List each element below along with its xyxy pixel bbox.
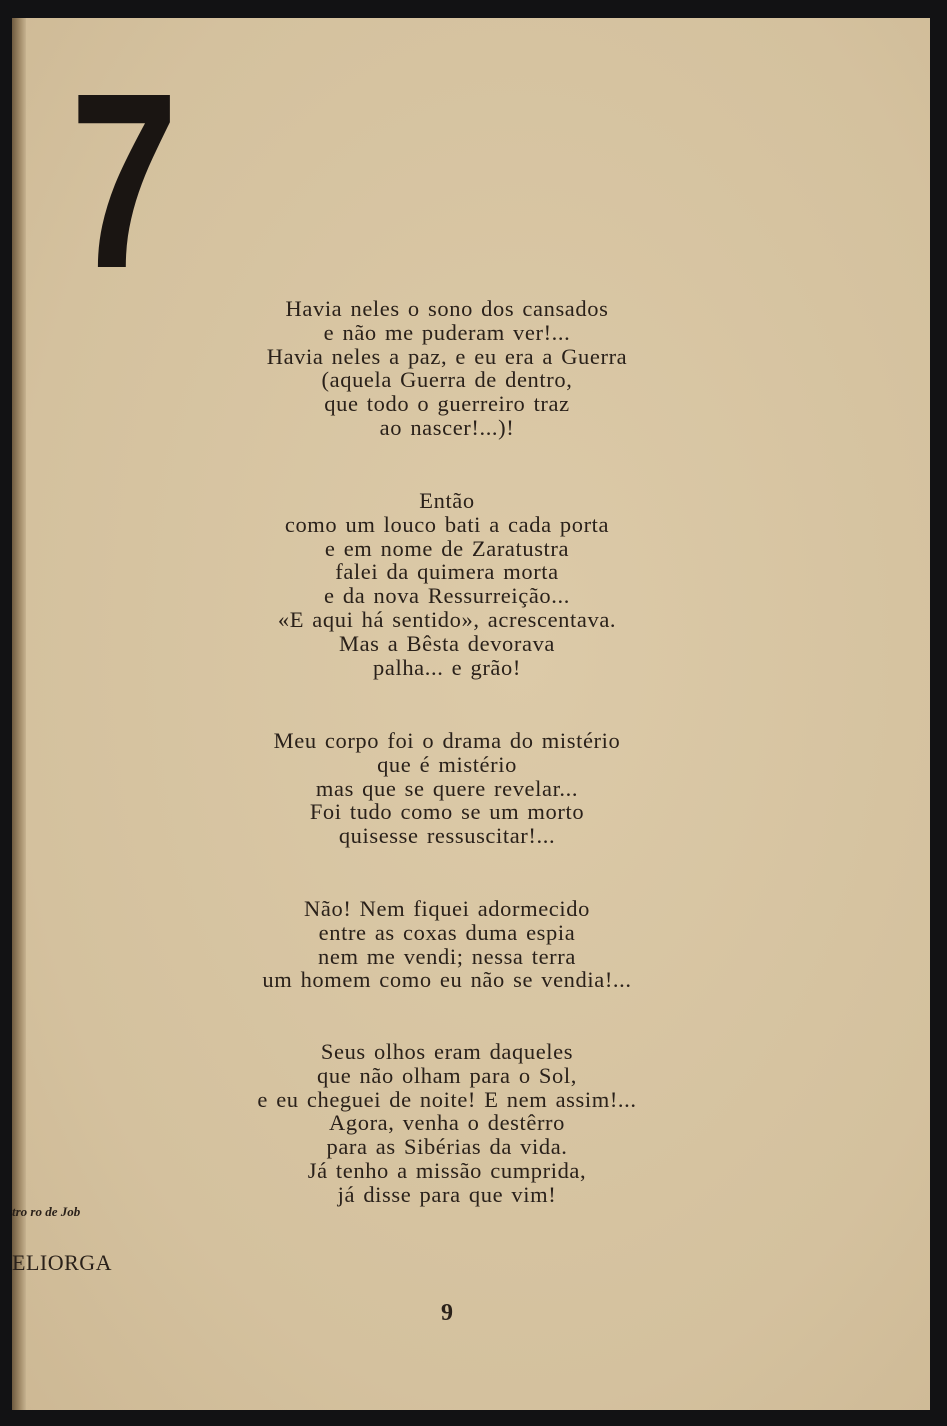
poem-line: falei da quimera morta	[335, 559, 559, 585]
chapter-number: 7	[70, 41, 179, 320]
poem-line: entre as coxas duma espia	[318, 919, 576, 945]
poem-line: como um louco bati a cada porta	[284, 511, 610, 537]
poem-line: nem me vendi; nessa terra	[318, 943, 576, 969]
poem-line: Seus olhos eram daqueles	[320, 1039, 574, 1064]
poem-line: e eu cheguei de noite! E nem assim!...	[257, 1086, 637, 1112]
poem-stanza-2	[12, 489, 882, 679]
poem-stanza-3	[12, 729, 882, 848]
poem-line: e da nova Ressurreição...	[324, 583, 570, 609]
margin-note-italic: tro ro de Job	[12, 1204, 81, 1219]
poem-line: Havia neles a paz, e eu era a Guerra	[266, 343, 628, 369]
poem-line: e não me puderam ver!...	[323, 319, 571, 345]
poem-line: Agora, venha o destêrro	[329, 1110, 565, 1136]
poem-line: mas que se quere revelar...	[315, 775, 579, 801]
poem-line: que não olham para o Sol,	[317, 1062, 577, 1088]
poem-line: para as Sibérias da vida.	[326, 1134, 568, 1160]
poem-line: Foi tudo como se um morto	[309, 799, 585, 825]
poem-line: e em nome de Zaratustra	[324, 535, 570, 561]
poem-line: um homem como eu não se vendia!...	[262, 967, 632, 993]
poem-line: que é mistério	[377, 751, 517, 777]
book-page	[12, 18, 930, 1410]
poem-line: que todo o guerreiro traz	[324, 391, 570, 417]
poem-line: quisesse ressuscitar!...	[338, 823, 556, 849]
page-number: 9	[441, 1300, 453, 1326]
poem-line: palha... e grão!	[373, 654, 521, 680]
poem-line: Havia neles o sono dos cansados	[285, 296, 609, 321]
poem-line: Mas a Bêsta devorava	[338, 630, 556, 656]
poem-line: «E aqui há sentido», acrescentava.	[277, 606, 617, 632]
poem-line: Meu corpo foi o drama do mistério	[273, 728, 621, 753]
poem-line: Já tenho a missão cumprida,	[307, 1157, 587, 1183]
poem-stanza-1	[12, 297, 882, 440]
poem-line: Então	[419, 488, 475, 513]
poem-line: ao nascer!...)!	[379, 414, 515, 440]
poem-line: Não! Nem fiquei adormecido	[304, 896, 590, 921]
poem-line: já disse para que vim!	[337, 1181, 557, 1207]
poem-line: (aquela Guerra de dentro,	[321, 367, 573, 393]
margin-note-caps: ELIORGA	[12, 1250, 113, 1275]
poem-stanza-5	[12, 1040, 882, 1207]
poem-stanza-4	[12, 897, 882, 992]
